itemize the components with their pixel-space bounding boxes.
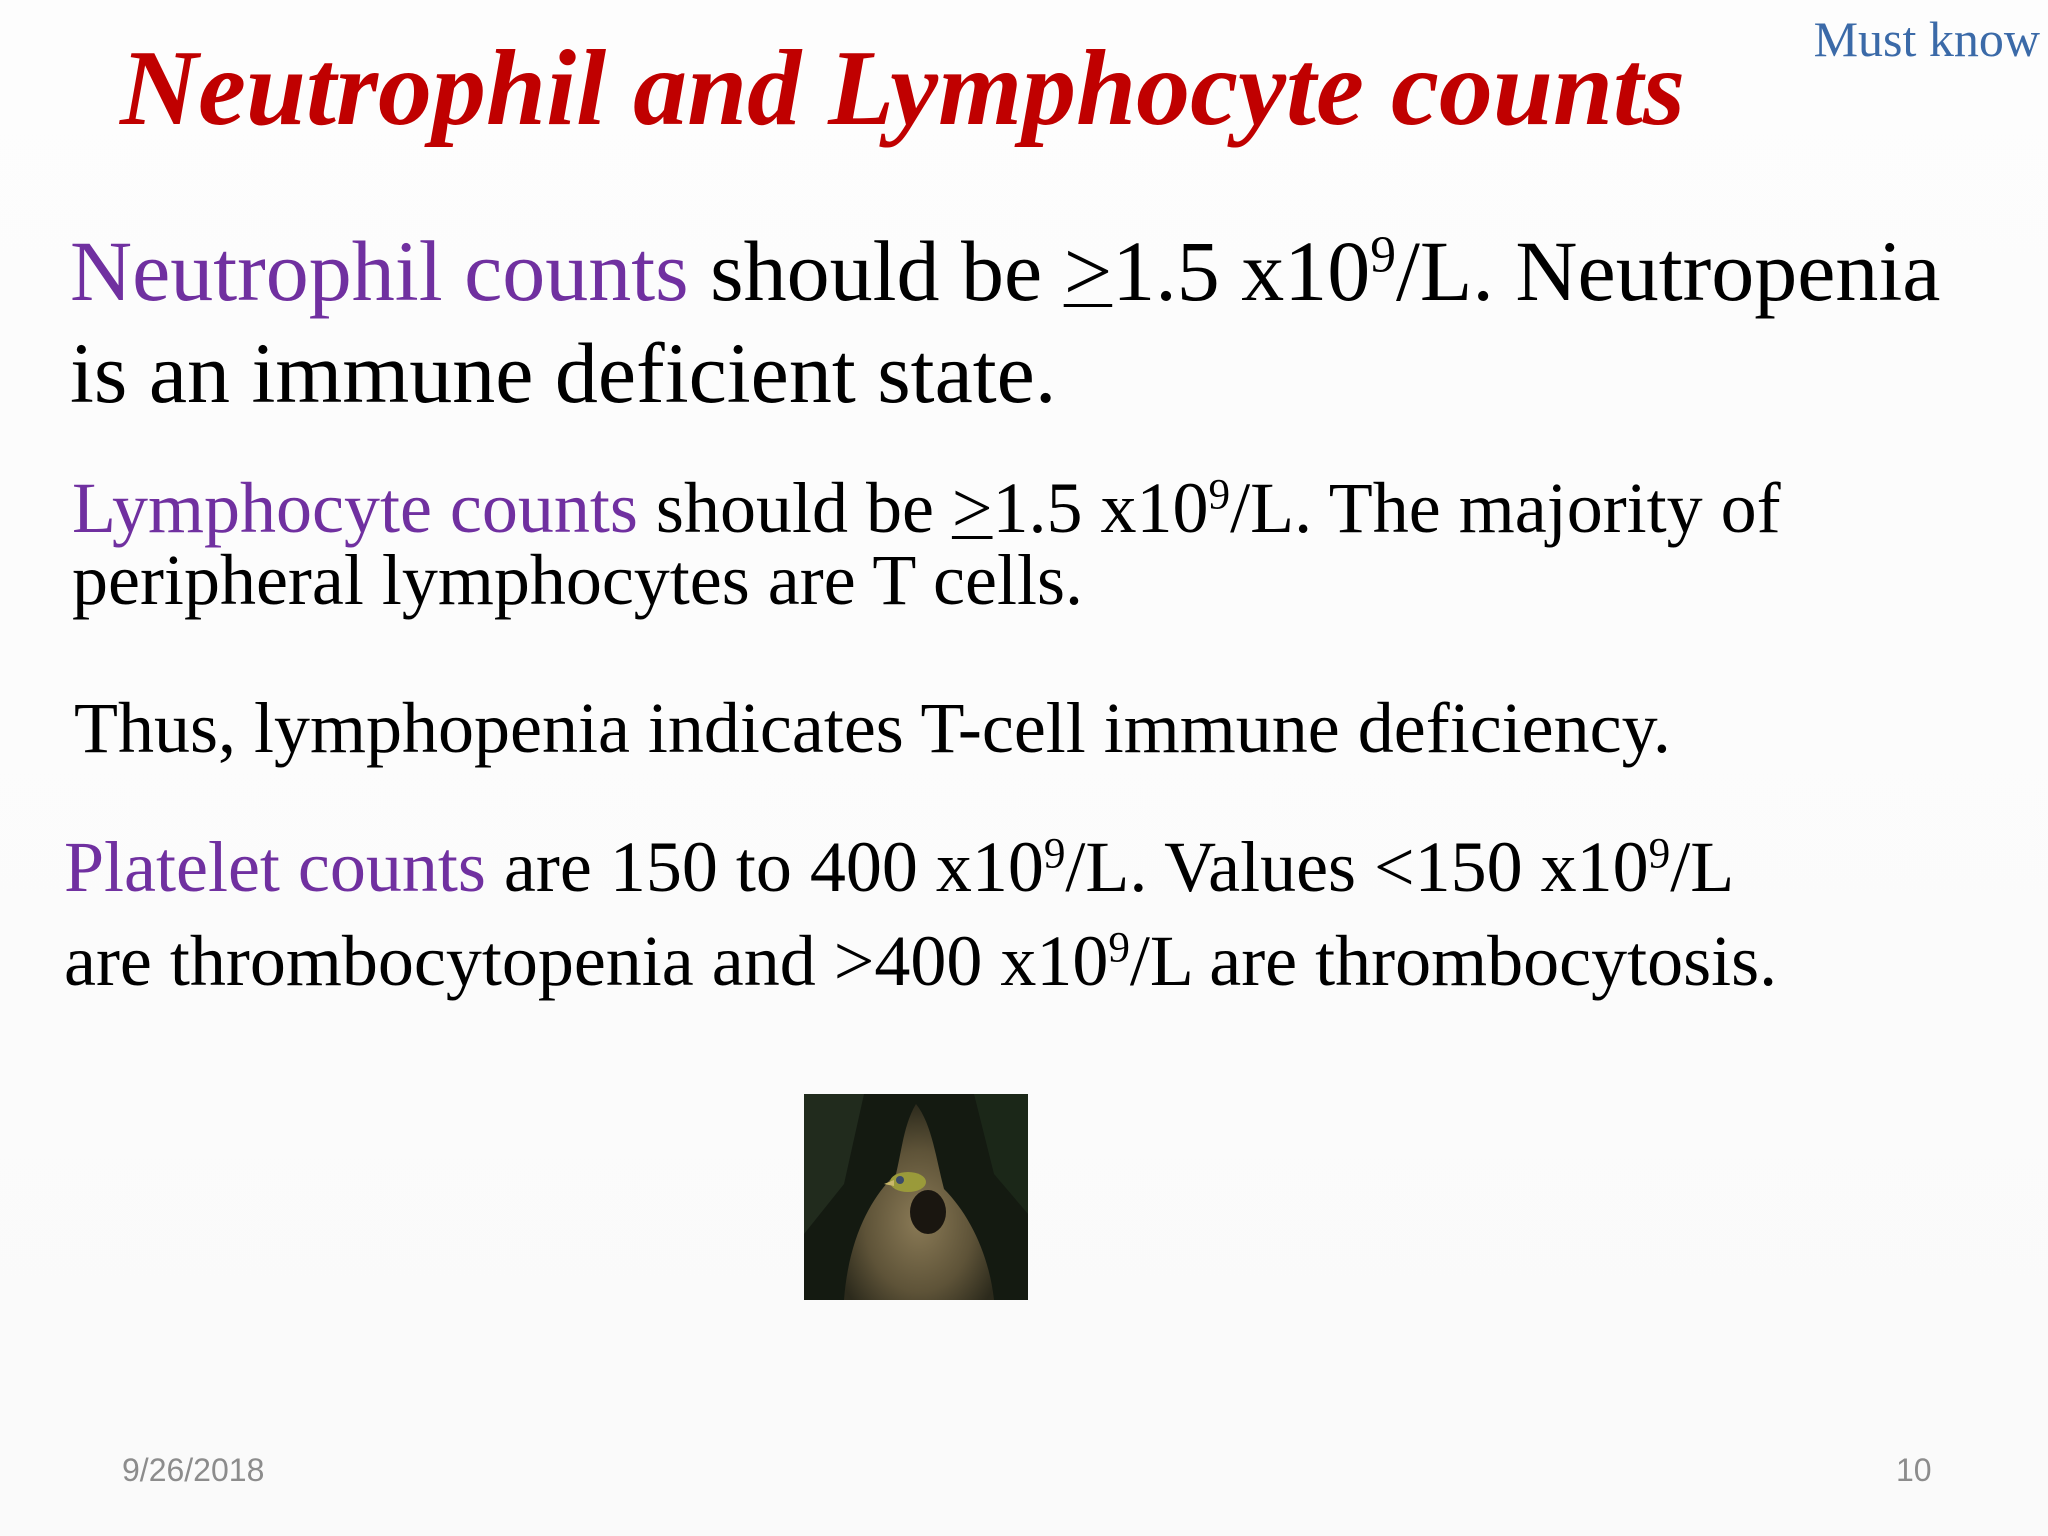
bird-nest-photo (804, 1094, 1028, 1300)
text-segment: /L. Neutropenia (1396, 223, 1941, 319)
text-segment: /L. Values <150 x10 (1065, 827, 1649, 907)
platelet-paragraph (64, 820, 1777, 1008)
superscript: 9 (1370, 226, 1396, 284)
text-segment: /L. The majority of (1230, 468, 1781, 548)
platelet-term: Platelet counts (64, 827, 486, 907)
text-segment: 1.5 x10 (1112, 223, 1371, 319)
text-segment: 1.5 x10 (992, 468, 1209, 548)
text-segment: /L (1670, 827, 1735, 907)
superscript: 9 (1043, 830, 1066, 878)
superscript: 9 (1208, 471, 1231, 519)
ge-symbol: > (1063, 223, 1113, 319)
text-segment: should be (688, 223, 1064, 319)
lymphocyte-paragraph (72, 468, 1781, 620)
text-segment: should be (637, 468, 952, 548)
text-segment: are 150 to 400 x10 (485, 827, 1044, 907)
ge-symbol: > (951, 468, 993, 548)
text-segment: peripheral lymphocytes are T cells. (72, 540, 1083, 620)
neutrophil-term: Neutrophil counts (70, 223, 689, 319)
slide-date: 9/26/2018 (122, 1452, 265, 1488)
slide-number: 10 (1896, 1452, 1932, 1488)
superscript: 9 (1108, 924, 1130, 972)
text-segment: are thrombocytopenia and >400 x10 (64, 921, 1109, 1001)
slide-title: Neutrophil and Lymphocyte counts (120, 29, 1686, 148)
superscript: 9 (1648, 830, 1671, 878)
bird-nest-illustration (804, 1094, 1028, 1300)
neutrophil-paragraph (70, 220, 1940, 424)
must-know-badge: Must know (1813, 11, 2040, 67)
lymphopenia-paragraph: Thus, lymphopenia indicates T-cell immune deficiency. (74, 688, 1671, 768)
text-segment: /L are thrombocytosis. (1129, 921, 1778, 1001)
text-segment: is an immune deficient state. (70, 325, 1057, 421)
lymphocyte-term: Lymphocyte counts (72, 468, 638, 548)
